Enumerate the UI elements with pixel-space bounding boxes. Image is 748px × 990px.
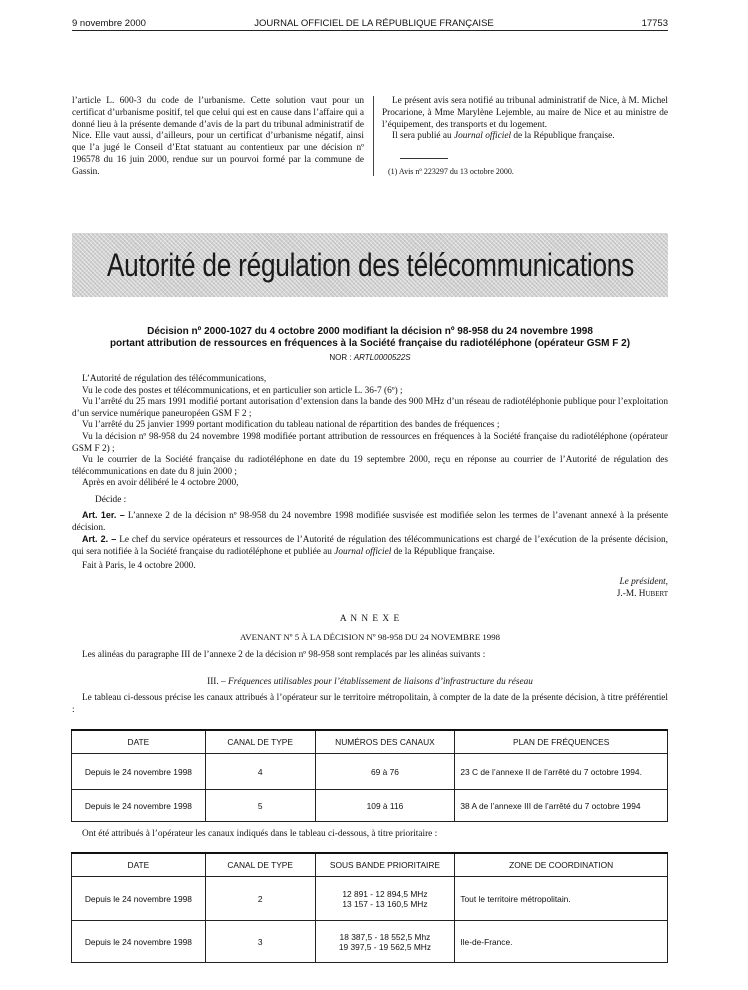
header-rule <box>72 30 668 31</box>
article-1-label: Art. 1er. – <box>82 510 125 520</box>
notification-paragraph: Le présent avis sera notifié au tribunal administratif de Nice, à M. Michel Procarione, à Mme Marylène Lejemble, au maire de Nice et au ministre de l’équipement, des transports et du logement. <box>382 96 668 130</box>
decide-label: Décide : <box>95 495 127 505</box>
table-header: CANAL DE TYPE <box>205 730 315 754</box>
decision-title-line1: Décision nº 2000-1027 du 4 octobre 2000 modifiant la décision nº 98-958 du 24 novembre 1998 <box>147 326 593 337</box>
publication-paragraph: Il sera publié au Journal officiel de la République française. <box>392 131 615 142</box>
preamble-line: Vu l’arrêté du 25 mars 1991 modifié portant autorisation d’extension dans la bande des 900 MHz d’un réseau de radiotéléphonie publique pour l’exploitation d’un service numérique paneuropéen GSM F 2 ; <box>72 397 668 419</box>
preamble-line: Vu le code des postes et télécommunications, et en particulier son article L. 36-7 (6º) ; <box>82 385 403 396</box>
footnote: (1) Avis nº 223297 du 13 octobre 2000. <box>388 167 514 176</box>
header-page-number: 17753 <box>641 18 668 29</box>
top-left-column <box>72 96 364 179</box>
header-journal-title: JOURNAL OFFICIEL DE LA RÉPUBLIQUE FRANÇAISE <box>254 18 494 29</box>
article-1: Art. 1er. – L’annexe 2 de la décision nº 98-958 du 24 novembre 1998 modifiée susvisée est modifiée selon les termes de l’avenant annexé à la présente décision. <box>72 510 668 533</box>
table-header: SOUS BANDE PRIORITAIRE <box>315 853 455 877</box>
nor-reference: NOR : ARTL0000522S <box>329 353 411 362</box>
annexe-title: A N N E X E <box>339 614 401 624</box>
channels-table <box>71 729 668 822</box>
table-header: PLAN DE FRÉQUENCES <box>455 730 668 754</box>
table1-intro: Le tableau ci-dessous précise les canaux attribués à l’opérateur sur le territoire métropolitain, à compter de la date de la présente décision, à titre préférentiel : <box>72 693 668 715</box>
signature-name: J.-M. Hubert <box>616 589 668 599</box>
preamble-line: Après en avoir délibéré le 4 octobre 2000, <box>82 478 239 489</box>
done-at: Fait à Paris, le 4 octobre 2000. <box>82 561 196 571</box>
preamble-line: Vu l’arrêté du 25 janvier 1999 portant modification du tableau national de répartition des bandes de fréquences ; <box>82 420 500 431</box>
preamble <box>72 374 668 490</box>
authority-banner <box>72 233 668 297</box>
article-2: Art. 2. – Le chef du service opérateurs et ressources de l’Autorité de régulation des télécommunications est chargé de l’exécution de la présente décision, qui sera notifiée à la Société française du radiotéléphone et publiée au Journal officiel de la République française. <box>72 534 668 557</box>
decision-title-line2: portant attribution de ressources en fréquences à la Société française du radiotéléphone (opérateur GSM F 2) <box>109 338 631 349</box>
signature-role: Le président, <box>619 577 668 587</box>
avenant-title: AVENANT Nº 5 À LA DÉCISION Nº 98-958 DU 24 NOVEMBRE 1998 <box>240 632 500 642</box>
column-divider <box>373 96 374 176</box>
table-row: Depuis le 24 novembre 1998 3 18 387,5 - 18 552,5 Mhz 19 397,5 - 19 562,5 MHz Ile-de-France. <box>72 921 668 963</box>
header-date: 9 novembre 2000 <box>72 18 146 29</box>
top-left-paragraph: l’article L. 600-3 du code de l’urbanisme. Cette solution vaut pour un certificat d’urbanisme positif, tel que celui qui est en cause dans l’affaire qui a donné lieu à la présente demande d’avis de la part du tribunal administratif de Nice. Elle vaut aussi, d’ailleurs, pour un certificat d’urbanisme négatif, ainsi que l’a jugé le Conseil d’Etat statuant au contentieux par une décision nº 196578 du 16 juin 2000, rendue sur un pourvoi formé par la commune de Gassin. <box>72 96 364 177</box>
preamble-line: L’Autorité de régulation des télécommunications, <box>82 374 267 384</box>
top-right-column <box>382 96 668 143</box>
table-row: Depuis le 24 novembre 1998 5 109 à 116 38 A de l’annexe III de l’arrêté du 7 octobre 1994 <box>72 790 668 822</box>
footnote-rule <box>400 158 448 159</box>
table-row: Depuis le 24 novembre 1998 4 69 à 76 23 C de l’annexe II de l’arrêté du 7 octobre 1994. <box>72 754 668 790</box>
preamble-line: Vu la décision nº 98-958 du 24 novembre 1998 modifiée portant attribution de ressources en fréquences à la Société française du radiotéléphone (opérateur GSM F 2) ; <box>72 431 668 454</box>
article-2-label: Art. 2. – <box>82 534 117 544</box>
table-header: NUMÉROS DES CANAUX <box>315 730 455 754</box>
annexe-intro: Les alinéas du paragraphe III de l’annexe 2 de la décision nº 98-958 sont remplacés par les alinéas suivants : <box>82 650 486 660</box>
section-iii-heading: III. – Fréquences utilisables pour l’établissement de liaisons d’infrastructure du réseau <box>207 677 533 687</box>
preamble-line: Vu le courrier de la Société française du radiotéléphone en date du 19 septembre 2000, reçu en réponse au courrier de l’Autorité de régulation des télécommunications en date du 8 juin 2000 ; <box>72 455 668 477</box>
table-header: DATE <box>72 730 206 754</box>
table2-intro: Ont été attribués à l’opérateur les canaux indiqués dans le tableau ci-dessous, à titre prioritaire : <box>82 829 438 839</box>
table-header: CANAL DE TYPE <box>205 853 315 877</box>
priority-band-table <box>71 852 668 963</box>
table-header: DATE <box>72 853 206 877</box>
table-row: Depuis le 24 novembre 1998 2 12 891 - 12 894,5 MHz 13 157 - 13 160,5 MHz Tout le territoire métropolitain. <box>72 877 668 921</box>
table-header: ZONE DE COORDINATION <box>455 853 668 877</box>
banner-title: Autorité de régulation des télécommunications <box>106 246 634 283</box>
